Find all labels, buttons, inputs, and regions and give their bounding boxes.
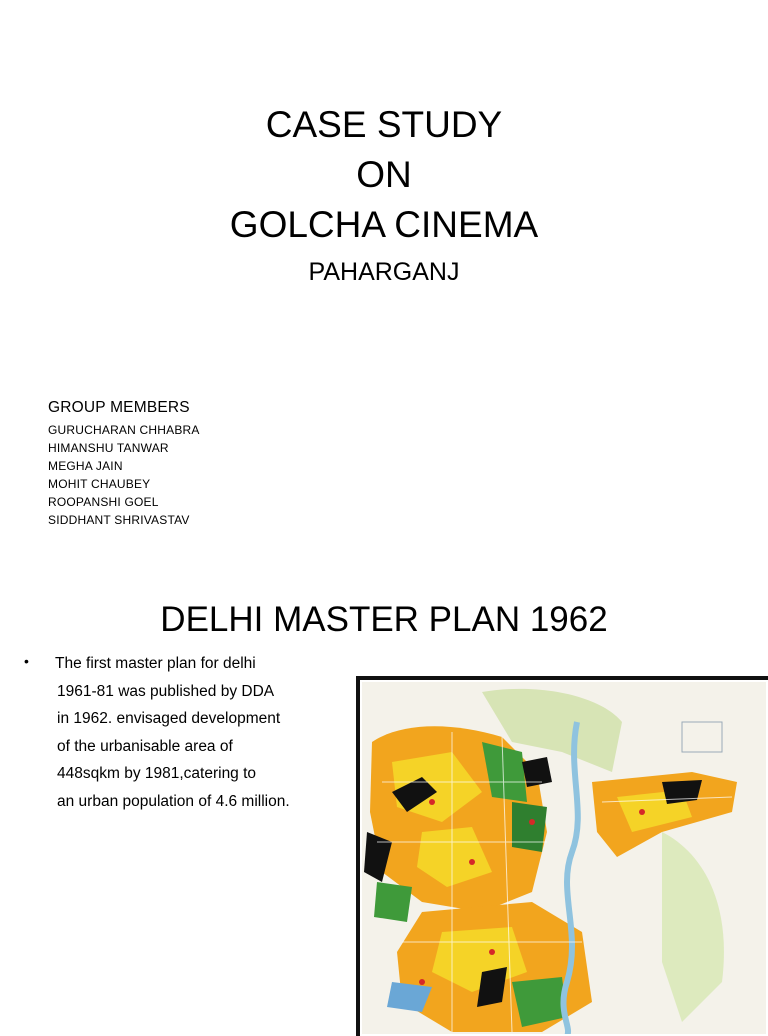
- master-plan-slide: [0, 580, 768, 1024]
- member-name: MEGHA JAIN: [48, 459, 123, 473]
- delhi-master-plan-map: [360, 680, 768, 1036]
- bullet-icon: •: [24, 653, 29, 669]
- subtitle-paharganj: PAHARGANJ: [308, 258, 460, 286]
- bullet-line: The first master plan for delhi: [55, 655, 256, 672]
- bullet-line: an urban population of 4.6 million.: [57, 792, 290, 810]
- slide-title: DELHI MASTER PLAN 1962: [160, 600, 608, 639]
- member-name: MOHIT CHAUBEY: [48, 477, 151, 491]
- map-graphic: [362, 682, 768, 1036]
- title-block: [0, 100, 768, 292]
- title-line-case-study: CASE STUDY: [265, 104, 503, 145]
- bullet-line: 1961-81 was published by DDA: [57, 682, 275, 700]
- group-members: [48, 399, 200, 529]
- bullet-line: of the urbanisable area of: [57, 737, 233, 755]
- title-line-golcha-cinema: GOLCHA CINEMA: [229, 204, 539, 245]
- map-image-frame: [356, 676, 768, 1036]
- title-line-on: ON: [356, 154, 412, 195]
- bullet-line: in 1962. envisaged development: [57, 710, 281, 728]
- bullet-text: [55, 650, 355, 816]
- member-name: ROOPANSHI GOEL: [48, 495, 159, 509]
- members-heading: GROUP MEMBERS: [48, 399, 190, 416]
- member-name: HIMANSHU TANWAR: [48, 441, 169, 455]
- bullet-line: 448sqkm by 1981,catering to: [57, 765, 257, 783]
- member-name: SIDDHANT SHRIVASTAV: [48, 513, 190, 527]
- member-name: GURUCHARAN CHHABRA: [48, 423, 200, 437]
